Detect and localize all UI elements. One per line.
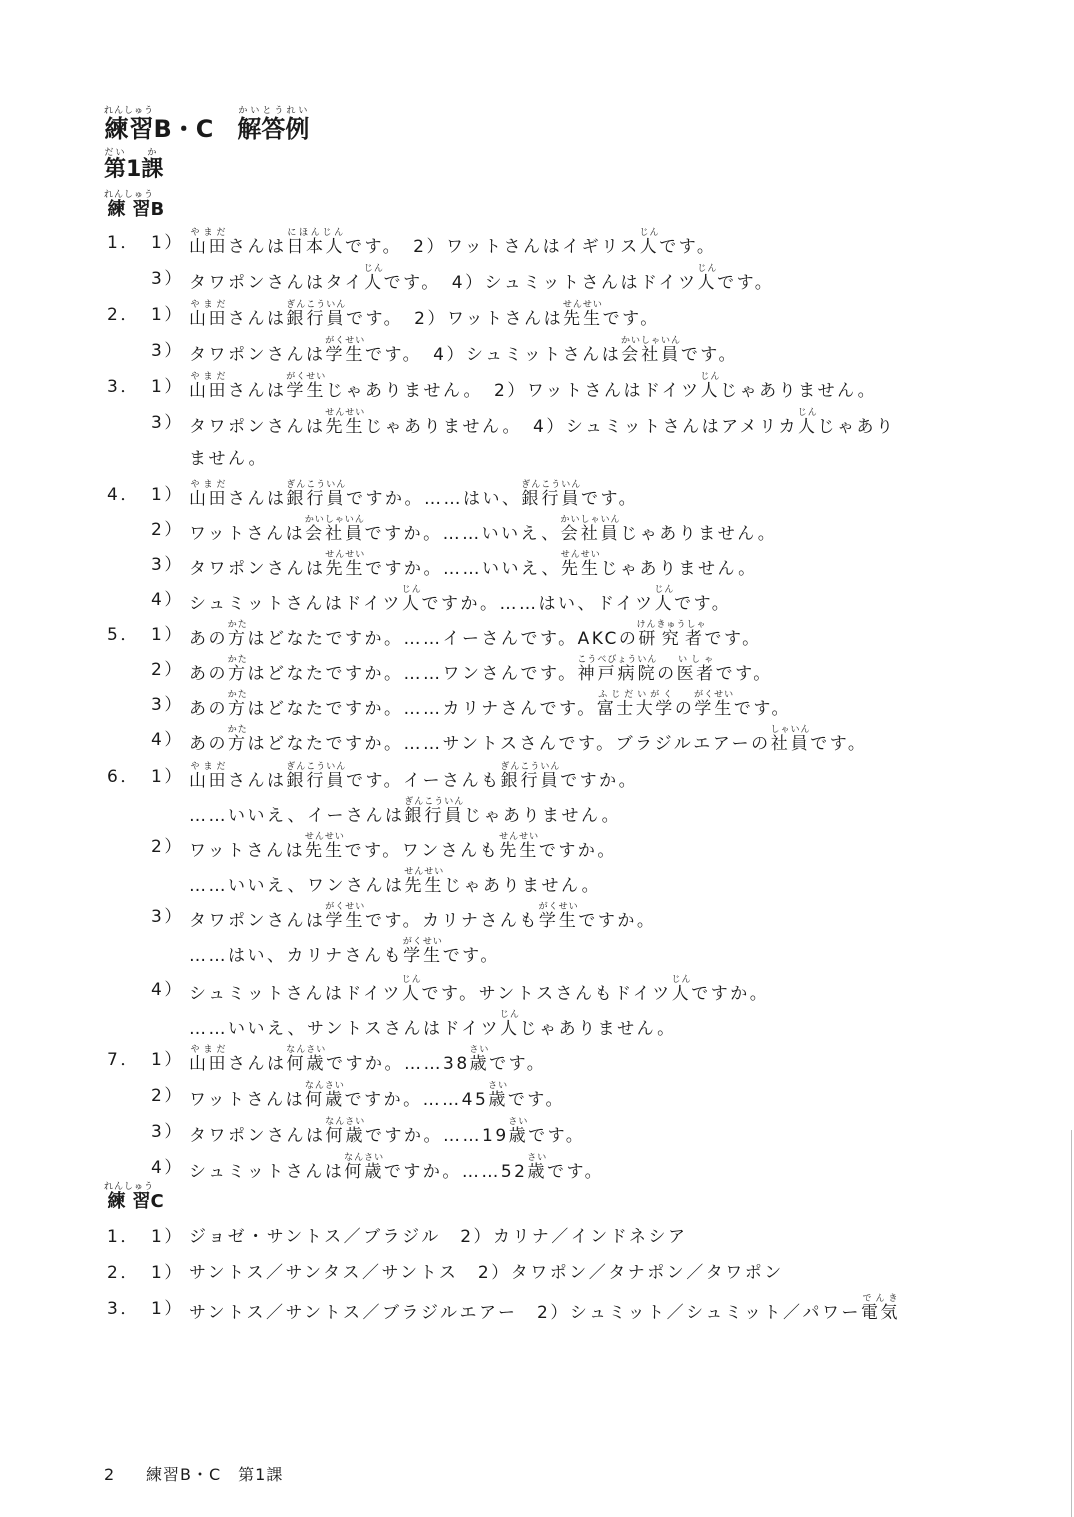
footer-text: 練習B・C 第1課 — [146, 1465, 284, 1484]
section-heading-practice-b: 練習れんしゅうB — [104, 190, 165, 220]
answer-key-page: 練習れんしゅうB・C 解答例かいとうれい 第だい1課か 練習れんしゅうB 1． 1） 山田やまださんは日本人にほんじんです。 2）ワットさんはイギリス人じんです。 3） タワポンさんはタイ人じんです。 4）シュミットさんはドイツ人じんです。 2． 1） 山田やまださんは銀行員ぎんこういんです。 2）ワットさんは先生せんせいです。 3） タワポンさんは学生がくせいです。 4）シュミットさんは会社員かいしゃいんです。 3． 1） 山田やまださんは学生がくせいじゃありません。 2）ワットさんはドイツ人じんじゃありません。 3） タワポンさんは先生せんせいじゃありません。 4）シュミットさんはアメリカ人じんじゃあり ません。 4． 1） 山田やまださんは銀行員ぎんこういんですか。……はい、銀行員ぎんこういんです。 2） ワットさんは会社員かいしゃいんですか。……いいえ、会社員かいしゃいんじゃありません。 3） タワポンさんは先生せんせいですか。……いいえ、先生せんせいじゃありません。 4） シュミットさんはドイツ人じんですか。……はい、ドイツ人じんです。 5． 1） あの方かたはどなたですか。……イーさんです。AKCの研究者けんきゅうしゃです。 2） あの方かたはどなたですか。……ワンさんです。神戸病院こうべびょういんの医者いしゃです。 3） あの方かたはどなたですか。……カリナさんです。富士大学ふじだいがくの学生がくせいです。 4） あの方かたはどなたですか。……サントスさんです。ブラジルエアーの社員しゃいんです。 6． 1） 山田やまださんは銀行員ぎんこういんです。イーさんも銀行員ぎんこういんですか。 ……いいえ、イーさんは銀行員ぎんこういんじゃありません。 2） ワットさんは先生せんせいです。ワンさんも先生せんせいですか。 ……いいえ、ワンさんは先生せんせいじゃありません。 3） タワポンさんは学生がくせいです。カリナさんも学生がくせいですか。 ……はい、カリナさんも学生がくせいです。 4） シュミットさんはドイツ人じんです。サントスさんもドイツ人じんですか。 ……いいえ、サントスさんはドイツ人じんじゃありません。 7． 1） 山田やまださんは何歳なんさいですか。……38歳さいです。 2） ワットさんは何歳なんさいですか。……45歳さいです。 3） タワポンさんは何歳なんさいですか。……19歳さいです。 4） シュミットさんは何歳なんさいですか。……52歳さいです。 練習れんしゅうC 1． 1） ジョゼ・サントス／ブラジル 2）カリナ／インドネシア 2． 1） サントス／サンタス／サントス 2）タワポン／タナポン／タワポン 3． 1） サントス／サントス／ブラジルエアー 2）シュミット／シュミット／パワー電気でんき 2 練習B・C 第1課 — [0, 0, 1074, 1517]
exercise-line: ……はい、カリナさんも学生がくせいです。 — [189, 937, 500, 966]
lesson-heading: 第だい1課か — [104, 148, 164, 182]
exercise-line: ……いいえ、サントスさんはドイツ人じんじゃありません。 — [189, 1010, 677, 1039]
exercise-line: ません。 — [189, 449, 269, 469]
exercise-line: ……いいえ、ワンさんは先生せんせいじゃありません。 — [189, 867, 602, 896]
scan-edge — [1071, 1130, 1072, 1517]
page-number: 2 — [104, 1465, 116, 1484]
section-heading-practice-c: 練習れんしゅうC — [104, 1182, 164, 1212]
page-title: 練習れんしゅうB・C 解答例かいとうれい — [104, 106, 310, 143]
exercise-line: ……いいえ、イーさんは銀行員ぎんこういんじゃありません。 — [189, 797, 622, 826]
page-footer — [104, 1462, 283, 1485]
